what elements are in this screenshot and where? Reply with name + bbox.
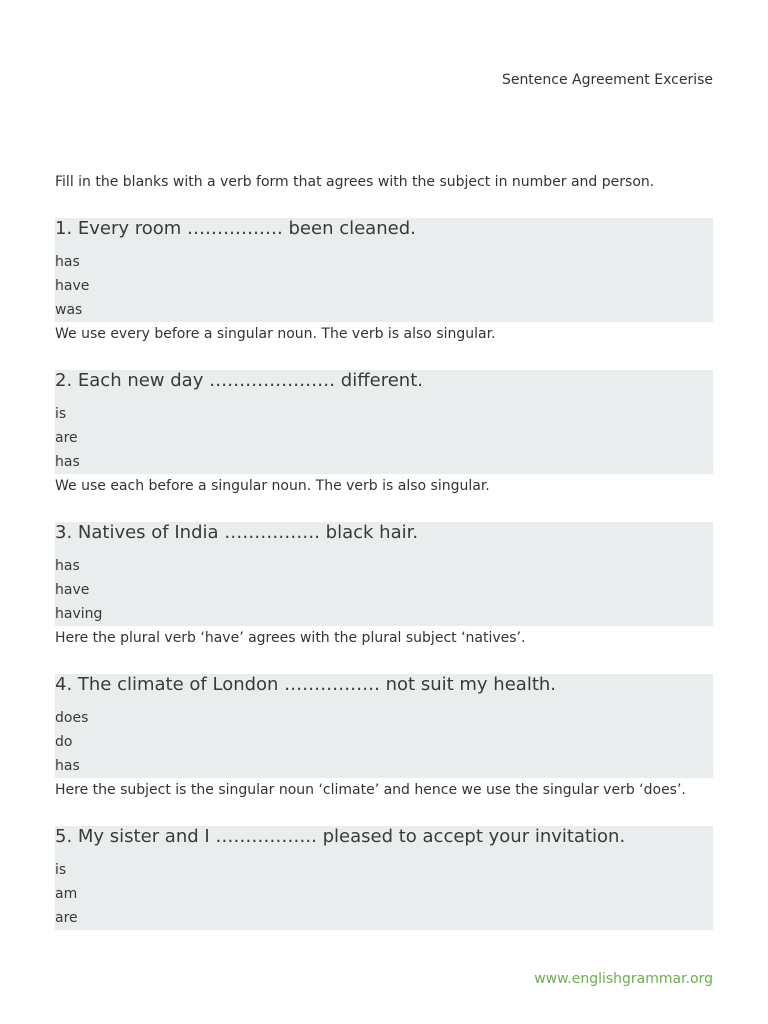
answer-explanation: Here the subject is the singular noun ‘climate’ and hence we use the singular verb ‘does’. (55, 782, 686, 798)
option-item[interactable]: is (55, 406, 67, 422)
option-item[interactable]: has (55, 558, 80, 574)
option-item[interactable]: have (55, 582, 90, 598)
option-item[interactable]: am (55, 886, 78, 902)
question-box (55, 370, 713, 474)
option-item[interactable]: has (55, 758, 80, 774)
question-1 (55, 218, 713, 370)
question-spacer (55, 346, 713, 370)
question-box (55, 674, 713, 778)
options-list (55, 704, 713, 778)
answer-explanation: We use every before a singular noun. The verb is also singular. (55, 326, 496, 342)
option-item[interactable]: are (55, 910, 78, 926)
answer-explanation: We use each before a singular noun. The verb is also singular. (55, 478, 490, 494)
option-item[interactable]: have (55, 278, 90, 294)
website-link[interactable]: www.englishgrammar.org (534, 971, 713, 987)
question-box (55, 218, 713, 322)
question-5 (55, 826, 713, 930)
question-spacer (55, 802, 713, 826)
option-item[interactable]: has (55, 254, 80, 270)
options-list (55, 552, 713, 626)
question-3 (55, 522, 713, 674)
question-4 (55, 674, 713, 826)
question-text: 1. Every room ……………. been cleaned. (55, 218, 416, 239)
question-text: 3. Natives of India ……………. black hair. (55, 522, 419, 543)
page-title: Sentence Agreement Excerise (501, 72, 713, 88)
question-text: 2. Each new day ………………… different. (55, 370, 423, 391)
option-item[interactable]: has (55, 454, 80, 470)
option-item[interactable]: was (55, 302, 83, 318)
question-spacer (55, 498, 713, 522)
options-list (55, 856, 713, 930)
instructions-text: Fill in the blanks with a verb form that agrees with the subject in number and person. (55, 174, 655, 190)
option-item[interactable]: are (55, 430, 78, 446)
question-box (55, 522, 713, 626)
options-list (55, 248, 713, 322)
question-text: 4. The climate of London ……………. not suit my health. (55, 674, 557, 695)
question-text: 5. My sister and I …………….. pleased to accept your invitation. (55, 826, 626, 847)
option-item[interactable]: does (55, 710, 89, 726)
question-2 (55, 370, 713, 522)
question-spacer (55, 650, 713, 674)
question-list (55, 218, 713, 930)
options-list (55, 400, 713, 474)
option-item[interactable]: is (55, 862, 67, 878)
option-item[interactable]: do (55, 734, 73, 750)
question-box (55, 826, 713, 930)
option-item[interactable]: having (55, 606, 103, 622)
answer-explanation: Here the plural verb ‘have’ agrees with the plural subject ‘natives’. (55, 630, 526, 646)
